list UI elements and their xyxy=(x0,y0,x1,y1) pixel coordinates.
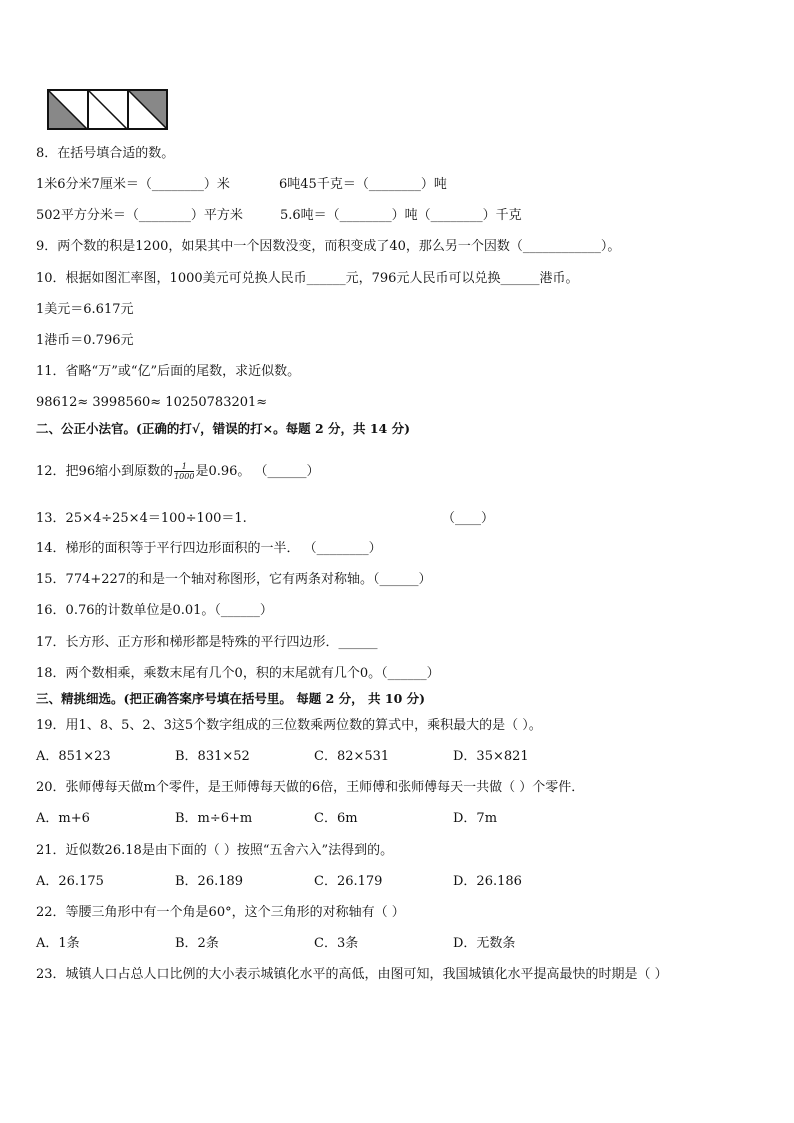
q20-title: 20．张师傅每天做m个零件，是王师傅每天做的6倍，王师傅和张师傅每天一共做（ ）个零件． xyxy=(36,780,585,795)
q8-line2a: 502平方分米＝（________）平方米 xyxy=(36,208,243,223)
section-3-heading: 三、精挑细选。(把正确答案序号填在括号里。 每题 2 分， 共 10 分) xyxy=(36,691,426,706)
q20-option-a: A．m+6 xyxy=(36,811,90,826)
q8-title: 8．在括号填合适的数。 xyxy=(36,146,175,161)
q21-option-d: D．26.186 xyxy=(453,874,522,889)
q11-items: 98612≈ 3998560≈ 10250783201≈ xyxy=(36,395,268,410)
q10-title: 10．根据如图汇率图，1000美元可兑换人民币______元，796元人民币可以兑换______港币。 xyxy=(36,271,579,286)
q22-option-d: D．无数条 xyxy=(453,936,516,951)
q19-option-c: C．82×531 xyxy=(314,749,390,764)
q22-option-c: C．3条 xyxy=(314,936,359,951)
q19-option-a: A．851×23 xyxy=(36,749,111,764)
q12-pre: 12．把96缩小到原数的 xyxy=(36,464,174,479)
q14: 14．梯形的面积等于平行四边形面积的一半． （________） xyxy=(36,541,382,556)
q21-option-a: A．26.175 xyxy=(36,874,104,889)
q10-rate1: 1美元＝6.617元 xyxy=(36,302,134,317)
q19-title: 19．用1、8、5、2、3这5个数字组成的三位数乘两位数的算式中，乘积最大的是（ ）。 xyxy=(36,718,542,733)
q19-option-d: D．35×821 xyxy=(453,749,529,764)
q13-blank: （____） xyxy=(442,511,495,526)
q8-line1a: 1米6分米7厘米＝（________）米 xyxy=(36,177,230,192)
q22-title: 22．等腰三角形中有一个角是60°，这个三角形的对称轴有（ ） xyxy=(36,905,405,920)
q21-option-c: C．26.179 xyxy=(314,874,383,889)
q9: 9．两个数的积是1200，如果其中一个因数没变，而积变成了40，那么另一个因数（____________）。 xyxy=(36,239,621,254)
q21-title: 21．近似数26.18是由下面的（ ）按照“五舍六入”法得到的。 xyxy=(36,843,394,858)
q22-option-b: B．2条 xyxy=(175,936,219,951)
q12 xyxy=(36,462,320,481)
q19-option-b: B．831×52 xyxy=(175,749,250,764)
q8-line2b: 5.6吨＝（________）吨（________）千克 xyxy=(280,208,522,223)
square-figure xyxy=(47,89,169,131)
q10-rate2: 1港币＝0.796元 xyxy=(36,333,134,348)
q13: 13．25×4÷25×4＝100÷100＝1. xyxy=(36,511,247,526)
q18: 18．两个数相乘，乘数末尾有几个0，积的末尾就有几个0。（______） xyxy=(36,666,440,681)
q20-option-c: C．6m xyxy=(314,811,358,826)
q21-option-b: B．26.189 xyxy=(175,874,244,889)
q16: 16．0.76的计数单位是0.01。（______） xyxy=(36,603,273,618)
q22-option-a: A．1条 xyxy=(36,936,80,951)
q20-option-b: B．m÷6+m xyxy=(175,811,253,826)
q20-option-d: D．7m xyxy=(453,811,498,826)
q12-fraction-num: 1 xyxy=(174,462,194,472)
q11-title: 11．省略“万”或“亿”后面的尾数，求近似数。 xyxy=(36,364,301,379)
q12-post: 是0.96。 （______） xyxy=(195,464,320,479)
q8-line1b: 6吨45千克＝（________）吨 xyxy=(279,177,447,192)
q12-fraction-den: 1000 xyxy=(174,472,195,481)
q12-fraction xyxy=(174,462,194,481)
q15: 15．774+227的和是一个轴对称图形，它有两条对称轴。（______） xyxy=(36,572,432,587)
q17: 17．长方形、正方形和梯形都是特殊的平行四边形．______ xyxy=(36,635,378,650)
q23: 23．城镇人口占总人口比例的大小表示城镇化水平的高低，由图可知，我国城镇化水平提高最快的时期是（ ） xyxy=(36,967,668,982)
section-2-heading: 二、公正小法官。(正确的打√，错误的打×。每题 2 分，共 14 分) xyxy=(36,421,411,436)
